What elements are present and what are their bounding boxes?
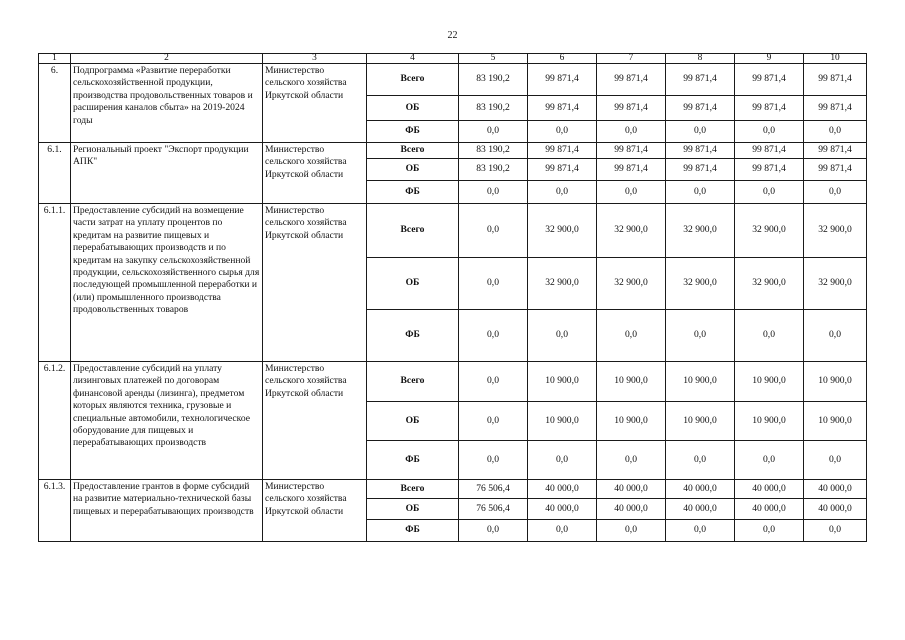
table-body: [39, 54, 867, 542]
amount-cell: 0,0: [804, 310, 867, 362]
item-number-cell: 6.1.2.: [39, 362, 71, 480]
amount-cell: 32 900,0: [528, 204, 597, 258]
table-row: [39, 480, 867, 499]
amount-cell: 0,0: [666, 441, 735, 480]
amount-cell: 99 871,4: [735, 159, 804, 181]
amount-cell: 10 900,0: [528, 362, 597, 402]
amount-cell: 32 900,0: [804, 258, 867, 310]
amount-cell: 99 871,4: [735, 143, 804, 159]
funding-source-cell: ФБ: [367, 441, 459, 480]
amount-cell: 99 871,4: [597, 159, 666, 181]
item-number-cell: 6.1.3.: [39, 480, 71, 542]
amount-cell: 99 871,4: [666, 96, 735, 121]
amount-cell: 40 000,0: [735, 480, 804, 499]
amount-cell: 99 871,4: [666, 64, 735, 96]
amount-cell: 40 000,0: [666, 480, 735, 499]
amount-cell: 0,0: [597, 121, 666, 143]
amount-cell: 76 506,4: [459, 499, 528, 520]
funding-source-cell: ФБ: [367, 121, 459, 143]
amount-cell: 99 871,4: [804, 143, 867, 159]
amount-cell: 0,0: [459, 181, 528, 204]
amount-cell: 99 871,4: [735, 96, 804, 121]
table-row: [39, 204, 867, 258]
column-number-cell: 6: [528, 54, 597, 64]
amount-cell: 0,0: [666, 181, 735, 204]
executor-cell: Министерство сельского хозяйства Иркутской области: [263, 204, 367, 362]
column-number-cell: 5: [459, 54, 528, 64]
amount-cell: 40 000,0: [597, 480, 666, 499]
column-number-cell: 8: [666, 54, 735, 64]
amount-cell: 0,0: [528, 520, 597, 542]
amount-cell: 99 871,4: [666, 143, 735, 159]
amount-cell: 83 190,2: [459, 96, 528, 121]
amount-cell: 40 000,0: [528, 480, 597, 499]
amount-cell: 0,0: [804, 181, 867, 204]
amount-cell: 99 871,4: [528, 143, 597, 159]
amount-cell: 10 900,0: [597, 362, 666, 402]
amount-cell: 40 000,0: [804, 480, 867, 499]
amount-cell: 0,0: [459, 258, 528, 310]
amount-cell: 0,0: [459, 362, 528, 402]
table-row: [39, 143, 867, 159]
amount-cell: 0,0: [459, 204, 528, 258]
amount-cell: 40 000,0: [597, 499, 666, 520]
item-number-cell: 6.1.1.: [39, 204, 71, 362]
executor-cell: Министерство сельского хозяйства Иркутской области: [263, 480, 367, 542]
amount-cell: 10 900,0: [597, 402, 666, 441]
table-row: [39, 64, 867, 96]
funding-source-cell: ОБ: [367, 402, 459, 441]
amount-cell: 0,0: [735, 520, 804, 542]
amount-cell: 0,0: [597, 181, 666, 204]
amount-cell: 32 900,0: [735, 204, 804, 258]
amount-cell: 0,0: [528, 121, 597, 143]
amount-cell: 0,0: [459, 310, 528, 362]
amount-cell: 32 900,0: [666, 204, 735, 258]
amount-cell: 0,0: [597, 441, 666, 480]
amount-cell: 0,0: [528, 310, 597, 362]
executor-cell: Министерство сельского хозяйства Иркутской области: [263, 64, 367, 143]
item-name-cell: Подпрограмма «Развитие переработки сельскохозяйственной продукции, производства продовольственных товаров и расширения каналов сбыта» на 2019-2024 годы: [71, 64, 263, 143]
item-name-cell: Региональный проект "Экспорт продукции АПК": [71, 143, 263, 204]
amount-cell: 99 871,4: [597, 96, 666, 121]
amount-cell: 0,0: [804, 520, 867, 542]
amount-cell: 99 871,4: [528, 64, 597, 96]
amount-cell: 40 000,0: [804, 499, 867, 520]
amount-cell: 10 900,0: [804, 402, 867, 441]
amount-cell: 0,0: [459, 402, 528, 441]
amount-cell: 10 900,0: [735, 402, 804, 441]
amount-cell: 32 900,0: [597, 258, 666, 310]
amount-cell: 32 900,0: [804, 204, 867, 258]
column-number-cell: 2: [71, 54, 263, 64]
funding-source-cell: ФБ: [367, 181, 459, 204]
amount-cell: 99 871,4: [804, 96, 867, 121]
column-number-cell: 7: [597, 54, 666, 64]
item-name-cell: Предоставление субсидий на уплату лизинговых платежей по договорам финансовой аренды (лизинга), предметом которых являются техника, грузовые и специальные автомобили, технологическое оборудование для пищевых и перерабатывающих производств: [71, 362, 263, 480]
amount-cell: 99 871,4: [528, 159, 597, 181]
amount-cell: 83 190,2: [459, 64, 528, 96]
amount-cell: 99 871,4: [804, 64, 867, 96]
item-name-cell: Предоставление субсидий на возмещение части затрат на уплату процентов по кредитам на развитие пищевых и перерабатывающих производств и по кредитам на закупку сельскохозяйственной продукции, сельскохозяйственного сырья для последующей промышленной переработки и (или) промышленного производства продовольственных товаров: [71, 204, 263, 362]
amount-cell: 32 900,0: [528, 258, 597, 310]
column-number-cell: 4: [367, 54, 459, 64]
amount-cell: 10 900,0: [528, 402, 597, 441]
amount-cell: 76 506,4: [459, 480, 528, 499]
amount-cell: 99 871,4: [804, 159, 867, 181]
amount-cell: 99 871,4: [597, 64, 666, 96]
item-number-cell: 6.: [39, 64, 71, 143]
amount-cell: 10 900,0: [804, 362, 867, 402]
amount-cell: 10 900,0: [666, 402, 735, 441]
amount-cell: 0,0: [459, 441, 528, 480]
funding-source-cell: Всего: [367, 143, 459, 159]
amount-cell: 40 000,0: [735, 499, 804, 520]
column-number-cell: 9: [735, 54, 804, 64]
funding-source-cell: ОБ: [367, 96, 459, 121]
amount-cell: 0,0: [735, 310, 804, 362]
funding-source-cell: Всего: [367, 204, 459, 258]
amount-cell: 0,0: [735, 441, 804, 480]
page-number: 22: [447, 30, 458, 41]
amount-cell: 99 871,4: [666, 159, 735, 181]
program-table: [38, 53, 867, 542]
funding-source-cell: ФБ: [367, 310, 459, 362]
amount-cell: 40 000,0: [528, 499, 597, 520]
column-number-cell: 3: [263, 54, 367, 64]
funding-source-cell: Всего: [367, 480, 459, 499]
amount-cell: 10 900,0: [666, 362, 735, 402]
amount-cell: 40 000,0: [666, 499, 735, 520]
amount-cell: 99 871,4: [528, 96, 597, 121]
amount-cell: 0,0: [528, 441, 597, 480]
funding-source-cell: ОБ: [367, 258, 459, 310]
amount-cell: 0,0: [804, 121, 867, 143]
column-number-cell: 10: [804, 54, 867, 64]
column-number-row: [39, 54, 867, 64]
executor-cell: Министерство сельского хозяйства Иркутской области: [263, 362, 367, 480]
funding-source-cell: Всего: [367, 362, 459, 402]
table-row: [39, 362, 867, 402]
funding-source-cell: ОБ: [367, 499, 459, 520]
amount-cell: 0,0: [735, 121, 804, 143]
item-name-cell: Предоставление грантов в форме субсидий на развитие материально-технической базы пищевых и перерабатывающих производств: [71, 480, 263, 542]
amount-cell: 0,0: [597, 520, 666, 542]
amount-cell: 0,0: [597, 310, 666, 362]
amount-cell: 0,0: [735, 181, 804, 204]
funding-source-cell: ФБ: [367, 520, 459, 542]
amount-cell: 99 871,4: [735, 64, 804, 96]
amount-cell: 0,0: [528, 181, 597, 204]
amount-cell: 0,0: [459, 121, 528, 143]
amount-cell: 0,0: [666, 520, 735, 542]
amount-cell: 83 190,2: [459, 143, 528, 159]
item-number-cell: 6.1.: [39, 143, 71, 204]
amount-cell: 83 190,2: [459, 159, 528, 181]
amount-cell: 99 871,4: [597, 143, 666, 159]
amount-cell: 32 900,0: [666, 258, 735, 310]
amount-cell: 0,0: [459, 520, 528, 542]
amount-cell: 32 900,0: [597, 204, 666, 258]
amount-cell: 10 900,0: [735, 362, 804, 402]
funding-source-cell: Всего: [367, 64, 459, 96]
column-number-cell: 1: [39, 54, 71, 64]
amount-cell: 0,0: [666, 310, 735, 362]
funding-source-cell: ОБ: [367, 159, 459, 181]
amount-cell: 32 900,0: [735, 258, 804, 310]
amount-cell: 0,0: [804, 441, 867, 480]
amount-cell: 0,0: [666, 121, 735, 143]
executor-cell: Министерство сельского хозяйства Иркутской области: [263, 143, 367, 204]
